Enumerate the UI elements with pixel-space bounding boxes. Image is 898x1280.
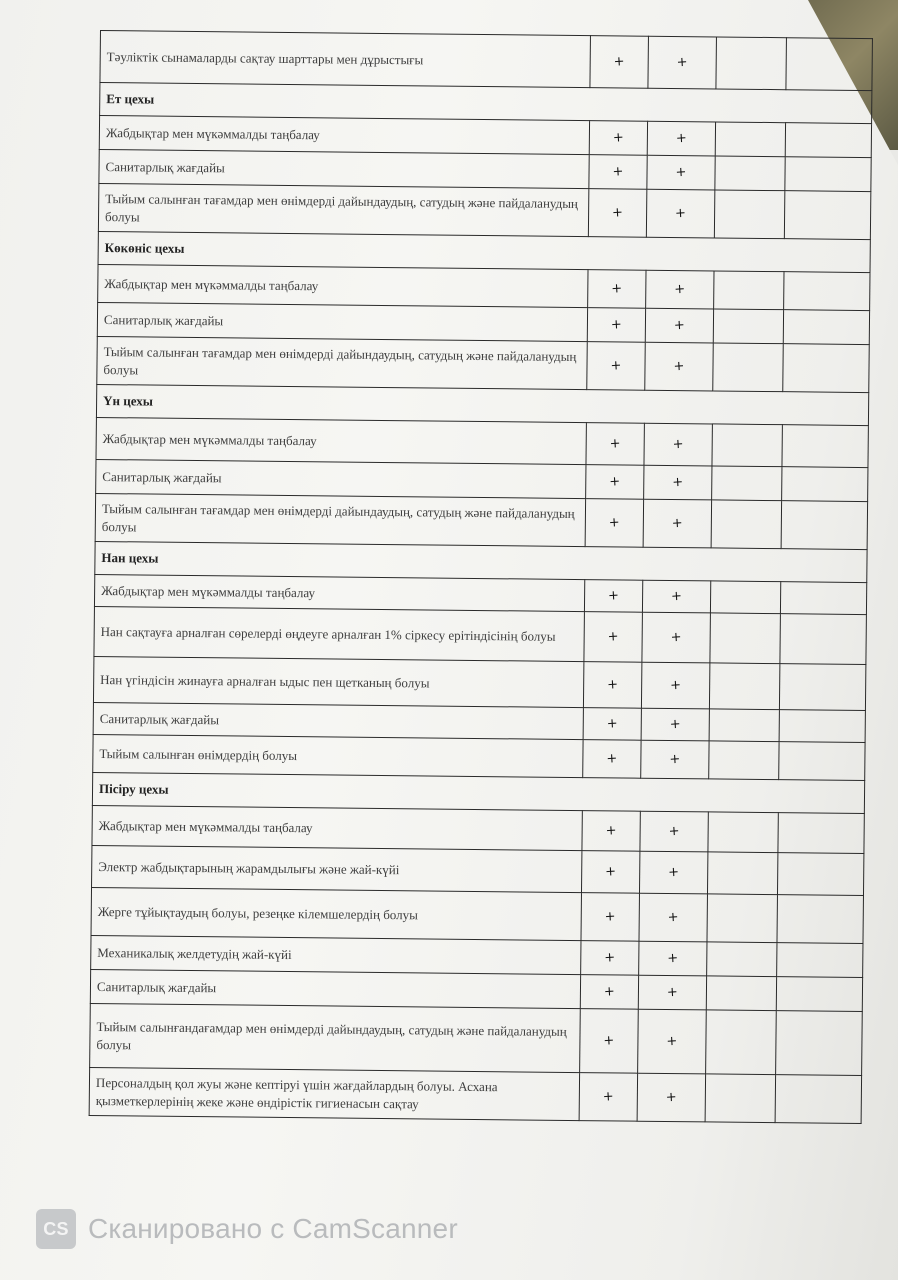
- plus-mark: +: [610, 316, 623, 333]
- criterion-text: Жабдықтар мен мүкәммалды таңбалау: [96, 417, 586, 464]
- criterion-text: Механикалық желдетудің жай-күйі: [91, 935, 581, 974]
- empty-cell: [777, 853, 863, 896]
- plus-mark: +: [670, 588, 683, 604]
- plus-mark: +: [606, 715, 619, 732]
- empty-cell: [782, 425, 868, 468]
- plus-mark: +: [612, 129, 625, 146]
- check-mark-cell: [580, 1009, 639, 1074]
- empty-cell: [785, 157, 871, 192]
- checklist-row: [91, 887, 863, 943]
- check-mark-cell: [583, 740, 641, 779]
- empty-cell: [776, 1011, 863, 1076]
- plus-mark: +: [611, 204, 624, 221]
- check-mark-cell: [647, 155, 715, 190]
- checklist-row: [89, 1067, 861, 1123]
- plus-mark: +: [666, 950, 679, 966]
- plus-mark: +: [612, 163, 624, 180]
- empty-cell: [783, 344, 869, 393]
- plus-mark: +: [608, 514, 621, 531]
- plus-mark: +: [604, 863, 617, 880]
- plus-mark: +: [668, 751, 681, 767]
- section-title: Пісіру цехы: [92, 772, 864, 813]
- plus-mark: +: [671, 515, 684, 531]
- criterion-text: Жабдықтар мен мүкәммалды таңбалау: [98, 264, 588, 307]
- empty-cell: [777, 895, 863, 944]
- criterion-text: Электр жабдықтарының жарамдылығы және жай-күйі: [92, 845, 582, 892]
- check-mark-cell: [588, 189, 646, 238]
- empty-cell: [783, 310, 869, 345]
- plus-mark: +: [666, 984, 679, 1000]
- empty-cell: [781, 501, 867, 550]
- camscanner-logo-text: CS: [43, 1218, 69, 1239]
- empty-cell: [715, 122, 785, 157]
- check-mark-cell: [646, 270, 714, 309]
- empty-cell: [709, 741, 779, 780]
- check-mark-cell: [581, 851, 639, 894]
- checklist-body: [89, 31, 872, 1124]
- empty-cell: [713, 309, 783, 344]
- empty-cell: [779, 710, 865, 743]
- plus-mark: +: [674, 205, 687, 221]
- empty-cell: [709, 663, 779, 710]
- check-mark-cell: [584, 580, 642, 613]
- criterion-text: Жерге тұйықтаудың болуы, резеңке кілемшелердің болуы: [91, 887, 581, 940]
- plus-mark: +: [613, 53, 626, 70]
- check-mark-cell: [586, 465, 644, 500]
- plus-mark: +: [673, 281, 686, 297]
- check-mark-cell: [638, 1009, 707, 1074]
- check-mark-cell: [581, 941, 639, 976]
- check-mark-cell: [587, 342, 645, 391]
- check-mark-cell: [647, 121, 715, 156]
- empty-cell: [779, 742, 865, 781]
- check-mark-cell: [639, 893, 707, 942]
- check-mark-cell: [580, 975, 638, 1010]
- section-title: Ет цехы: [100, 83, 872, 124]
- scanner-caption: Сканировано с CamScanner: [88, 1213, 458, 1244]
- empty-cell: [775, 1075, 861, 1124]
- plus-mark: +: [607, 587, 620, 604]
- check-mark-cell: [645, 308, 713, 343]
- check-mark-cell: [645, 342, 713, 391]
- check-mark-cell: [648, 36, 717, 89]
- plus-mark: +: [672, 436, 685, 452]
- check-mark-cell: [644, 465, 712, 500]
- plus-mark: +: [603, 1032, 615, 1049]
- plus-mark: +: [606, 676, 619, 693]
- empty-cell: [707, 894, 777, 943]
- plus-mark: +: [610, 357, 622, 374]
- plus-mark: +: [609, 435, 622, 452]
- plus-mark: +: [675, 130, 688, 146]
- empty-cell: [716, 37, 787, 90]
- criterion-text: Жабдықтар мен мүкәммалды таңбалау: [92, 805, 582, 850]
- check-mark-cell: [641, 662, 709, 709]
- plus-mark: +: [667, 909, 680, 925]
- criterion-text: Санитарлық жағдайы: [97, 302, 587, 341]
- plus-mark: +: [602, 1088, 615, 1105]
- checklist-row: [94, 606, 866, 664]
- check-mark-cell: [642, 612, 711, 663]
- empty-cell: [715, 156, 785, 191]
- empty-cell: [708, 812, 778, 853]
- check-mark-cell: [581, 893, 639, 942]
- criterion-text: Санитарлық жағдайы: [90, 969, 580, 1008]
- empty-cell: [705, 1074, 775, 1123]
- check-mark-cell: [589, 155, 647, 190]
- checklist-row: [95, 493, 867, 549]
- checklist-row: [100, 31, 873, 91]
- plus-mark: +: [610, 280, 623, 297]
- empty-cell: [710, 581, 780, 614]
- check-mark-cell: [638, 975, 706, 1010]
- criterion-text: Тыйым салынған тағамдар мен өнімдерді дайындаудың, сатудың және пайдаланудың болуы: [98, 183, 588, 236]
- check-mark-cell: [588, 270, 646, 309]
- criterion-text: Персоналдың қол жуы және кептіруі үшін жағдайлардың болуы. Асхана қызметкерлерінің жеке және өндірістік гигиенасын сақтау: [89, 1067, 579, 1120]
- criterion-text: Жабдықтар мен мүкәммалды таңбалау: [99, 116, 589, 155]
- empty-cell: [778, 813, 864, 854]
- empty-cell: [707, 942, 777, 977]
- check-mark-cell: [642, 580, 710, 613]
- plus-mark: +: [671, 474, 684, 490]
- criterion-text: Тыйым салынғандағамдар мен өнімдерді дайындаудың, сатудың және пайдаланудың болуы: [90, 1003, 581, 1072]
- plus-mark: +: [669, 716, 682, 732]
- checklist-table: [89, 30, 873, 1124]
- checklist-table-container: [89, 30, 875, 1124]
- check-mark-cell: [589, 121, 647, 156]
- check-mark-cell: [590, 36, 649, 89]
- empty-cell: [777, 943, 863, 978]
- plus-mark: +: [675, 164, 687, 180]
- criterion-text: Тәуліктік сынамаларды сақтау шарттары мен дұрыстығы: [100, 31, 591, 88]
- empty-cell: [780, 582, 866, 615]
- criterion-text: Санитарлық жағдайы: [96, 459, 586, 498]
- plus-mark: +: [603, 949, 616, 966]
- check-mark-cell: [585, 499, 643, 548]
- criterion-text: Санитарлық жағдайы: [99, 149, 589, 188]
- empty-cell: [706, 1010, 777, 1075]
- criterion-text: Тыйым салынған тағамдар мен өнімдерді дайындаудың, сатудың және пайдаланудың болуы: [97, 336, 587, 389]
- criterion-text: Тыйым салынған тағамдар мен өнімдерді дайындаудың, сатудың және пайдаланудың болуы: [95, 493, 585, 546]
- checklist-row: [98, 183, 870, 239]
- empty-cell: [782, 467, 868, 502]
- check-mark-cell: [583, 708, 641, 741]
- plus-mark: +: [673, 317, 686, 333]
- empty-cell: [786, 38, 873, 91]
- plus-mark: +: [673, 358, 685, 374]
- plus-mark: +: [603, 983, 616, 1000]
- check-mark-cell: [586, 423, 644, 466]
- criterion-text: Нан үгіндісін жинауға арналған ыдыс пен щетканың болуы: [93, 656, 583, 707]
- empty-cell: [710, 613, 781, 664]
- plus-mark: +: [605, 750, 618, 767]
- plus-mark: +: [668, 823, 680, 839]
- plus-mark: +: [676, 54, 689, 70]
- check-mark-cell: [639, 941, 707, 976]
- check-mark-cell: [641, 708, 709, 741]
- check-mark-cell: [641, 740, 709, 779]
- criterion-text: Жабдықтар мен мүкәммалды таңбалау: [94, 574, 584, 611]
- empty-cell: [714, 271, 784, 310]
- criterion-text: Нан сақтауға арналған сөрелерді өңдеуге арналған 1% сіркесу ерітіндісінің болуы: [94, 606, 584, 661]
- check-mark-cell: [640, 811, 708, 852]
- empty-cell: [712, 466, 782, 501]
- plus-mark: +: [607, 628, 620, 645]
- checklist-row: [97, 336, 869, 392]
- plus-mark: +: [665, 1089, 678, 1105]
- criterion-text: Тыйым салынған өнімдердің болуы: [93, 734, 583, 777]
- camscanner-logo-icon: [36, 1209, 76, 1249]
- empty-cell: [784, 191, 870, 240]
- plus-mark: +: [670, 629, 683, 645]
- empty-cell: [706, 976, 776, 1011]
- empty-cell: [776, 977, 862, 1012]
- plus-mark: +: [669, 677, 682, 693]
- empty-cell: [712, 424, 782, 467]
- checklist-row: [90, 1003, 863, 1075]
- check-mark-cell: [587, 308, 645, 343]
- section-title: Көкөніс цехы: [98, 231, 870, 272]
- camscanner-watermark: [36, 1208, 458, 1250]
- check-mark-cell: [637, 1073, 705, 1122]
- plus-mark: +: [608, 473, 621, 490]
- checklist-row: [93, 656, 865, 710]
- empty-cell: [784, 272, 870, 311]
- plus-mark: +: [667, 864, 680, 880]
- empty-cell: [709, 709, 779, 742]
- check-mark-cell: [582, 811, 640, 852]
- check-mark-cell: [584, 612, 643, 663]
- empty-cell: [779, 664, 865, 711]
- empty-cell: [785, 123, 871, 158]
- empty-cell: [713, 343, 783, 392]
- empty-cell: [711, 500, 781, 549]
- check-mark-cell: [643, 499, 711, 548]
- section-title: Нан цехы: [95, 541, 867, 582]
- check-mark-cell: [583, 662, 641, 709]
- empty-cell: [714, 190, 784, 239]
- criterion-text: Санитарлық жағдайы: [93, 702, 583, 739]
- check-mark-cell: [639, 851, 707, 894]
- plus-mark: +: [604, 908, 617, 925]
- plus-mark: +: [666, 1033, 678, 1049]
- plus-mark: +: [605, 822, 617, 839]
- empty-cell: [780, 614, 867, 665]
- check-mark-cell: [644, 423, 712, 466]
- check-mark-cell: [579, 1073, 637, 1122]
- empty-cell: [707, 852, 777, 895]
- section-title: Үн цехы: [96, 384, 868, 425]
- check-mark-cell: [646, 189, 714, 238]
